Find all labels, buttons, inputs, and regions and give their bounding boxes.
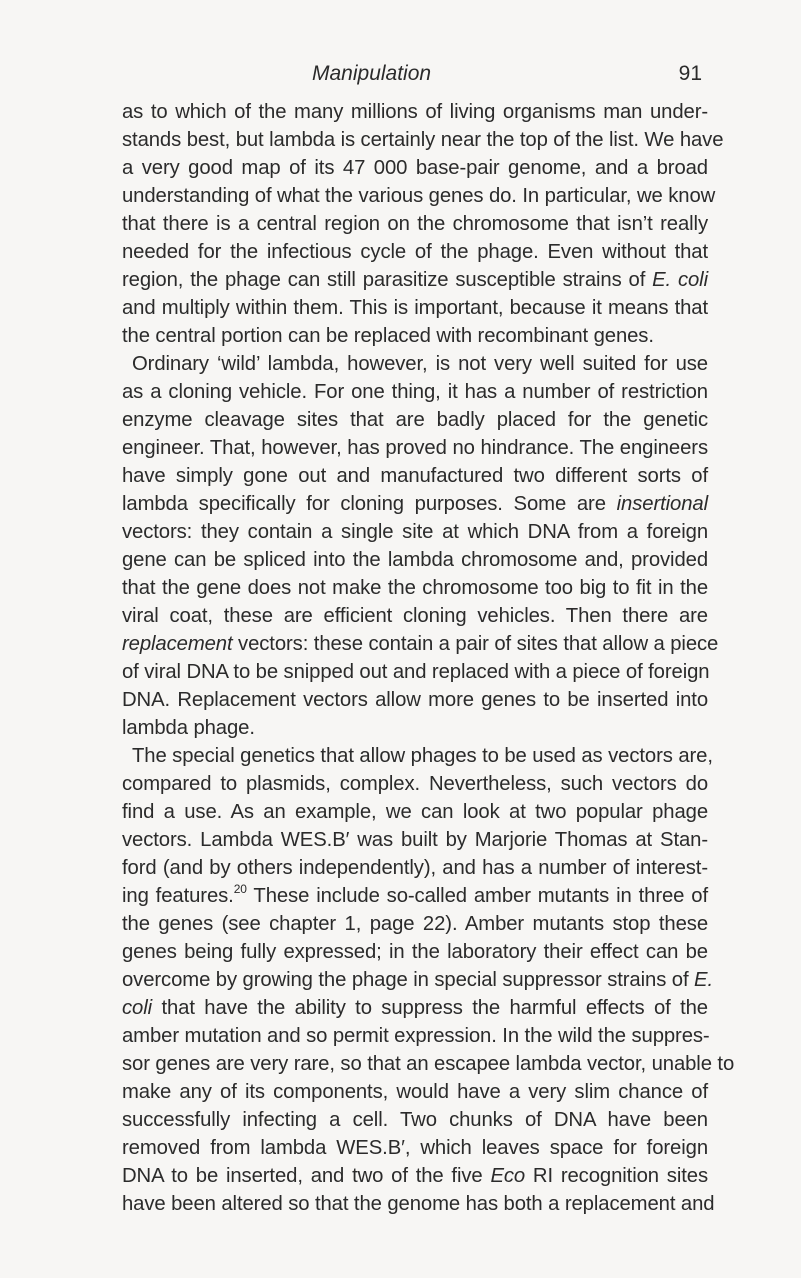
- text-line: vectors. Lambda WES.B′ was built by Marjorie Thomas at Stan-: [122, 829, 708, 851]
- text-line: vectors: they contain a single site at which DNA from a foreign: [122, 521, 708, 543]
- text-line: make any of its components, would have a very slim chance of: [122, 1081, 708, 1103]
- text-line: overcome by growing the phage in special suppressor strains of E.: [122, 969, 713, 991]
- text-line: of viral DNA to be snipped out and replaced with a piece of foreign: [122, 661, 710, 683]
- text-line: the genes (see chapter 1, page 22). Amber mutants stop these: [122, 913, 708, 935]
- text-line: sor genes are very rare, so that an escapee lambda vector, unable to: [122, 1053, 735, 1075]
- text-line: ing features.$^{20}$ These include so-called amber mutants in three of: [122, 882, 708, 907]
- text-line: engineer. That, however, has proved no hindrance. The engineers: [122, 437, 708, 459]
- text-line: DNA. Replacement vectors allow more genes to be inserted into: [122, 689, 708, 711]
- text-line: have simply gone out and manufactured two different sorts of: [122, 465, 708, 487]
- text-line: find a use. As an example, we can look at two popular phage: [122, 801, 708, 823]
- text-line: replacement vectors: these contain a pair of sites that allow a piece: [122, 633, 719, 655]
- text-line: genes being fully expressed; in the laboratory their effect can be: [122, 941, 708, 963]
- text-line: needed for the infectious cycle of the phage. Even without that: [122, 241, 708, 263]
- body-text: [122, 98, 735, 1218]
- text-line: that the gene does not make the chromosome too big to fit in the: [122, 577, 708, 599]
- text-line: Ordinary ‘wild’ lambda, however, is not very well suited for use: [132, 353, 708, 375]
- text-line: a very good map of its 47 000 base-pair genome, and a broad: [122, 157, 708, 179]
- text-line: coli that have the ability to suppress the harmful effects of the: [122, 997, 708, 1019]
- text-line: and multiply within them. This is important, because it means that: [122, 297, 708, 319]
- text-line: region, the phage can still parasitize susceptible strains of E. coli: [122, 269, 708, 291]
- text-line: successfully infecting a cell. Two chunks of DNA have been: [122, 1109, 708, 1131]
- text-line: ford (and by others independently), and has a number of interest-: [122, 857, 708, 879]
- text-line: viral coat, these are efficient cloning vehicles. Then there are: [122, 605, 708, 627]
- text-line: lambda specifically for cloning purposes. Some are insertional: [122, 493, 708, 515]
- text-line: removed from lambda WES.B′, which leaves space for foreign: [122, 1137, 708, 1159]
- book-page: [122, 62, 735, 1218]
- page-number: 91: [678, 62, 702, 85]
- text-line: the central portion can be replaced with recombinant genes.: [122, 325, 654, 347]
- text-line: have been altered so that the genome has both a replacement and: [122, 1193, 715, 1215]
- chapter-title: Manipulation: [312, 62, 432, 85]
- text-line: stands best, but lambda is certainly near the top of the list. We have: [122, 129, 724, 151]
- text-line: lambda phage.: [122, 717, 255, 739]
- text-line: compared to plasmids, complex. Nevertheless, such vectors do: [122, 773, 708, 795]
- text-line: that there is a central region on the chromosome that isn’t really: [122, 213, 708, 235]
- text-line: as a cloning vehicle. For one thing, it has a number of restriction: [122, 381, 708, 403]
- text-line: as to which of the many millions of living organisms man under-: [122, 101, 708, 123]
- text-line: The special genetics that allow phages to be used as vectors are,: [132, 745, 713, 767]
- text-line: amber mutation and so permit expression. In the wild the suppres-: [122, 1025, 710, 1047]
- text-line: DNA to be inserted, and two of the five Eco RI recognition sites: [122, 1165, 708, 1187]
- text-line: enzyme cleavage sites that are badly placed for the genetic: [122, 409, 708, 431]
- text-line: gene can be spliced into the lambda chromosome and, provided: [122, 549, 708, 571]
- running-header: [122, 62, 708, 98]
- text-line: understanding of what the various genes do. In particular, we know: [122, 185, 716, 207]
